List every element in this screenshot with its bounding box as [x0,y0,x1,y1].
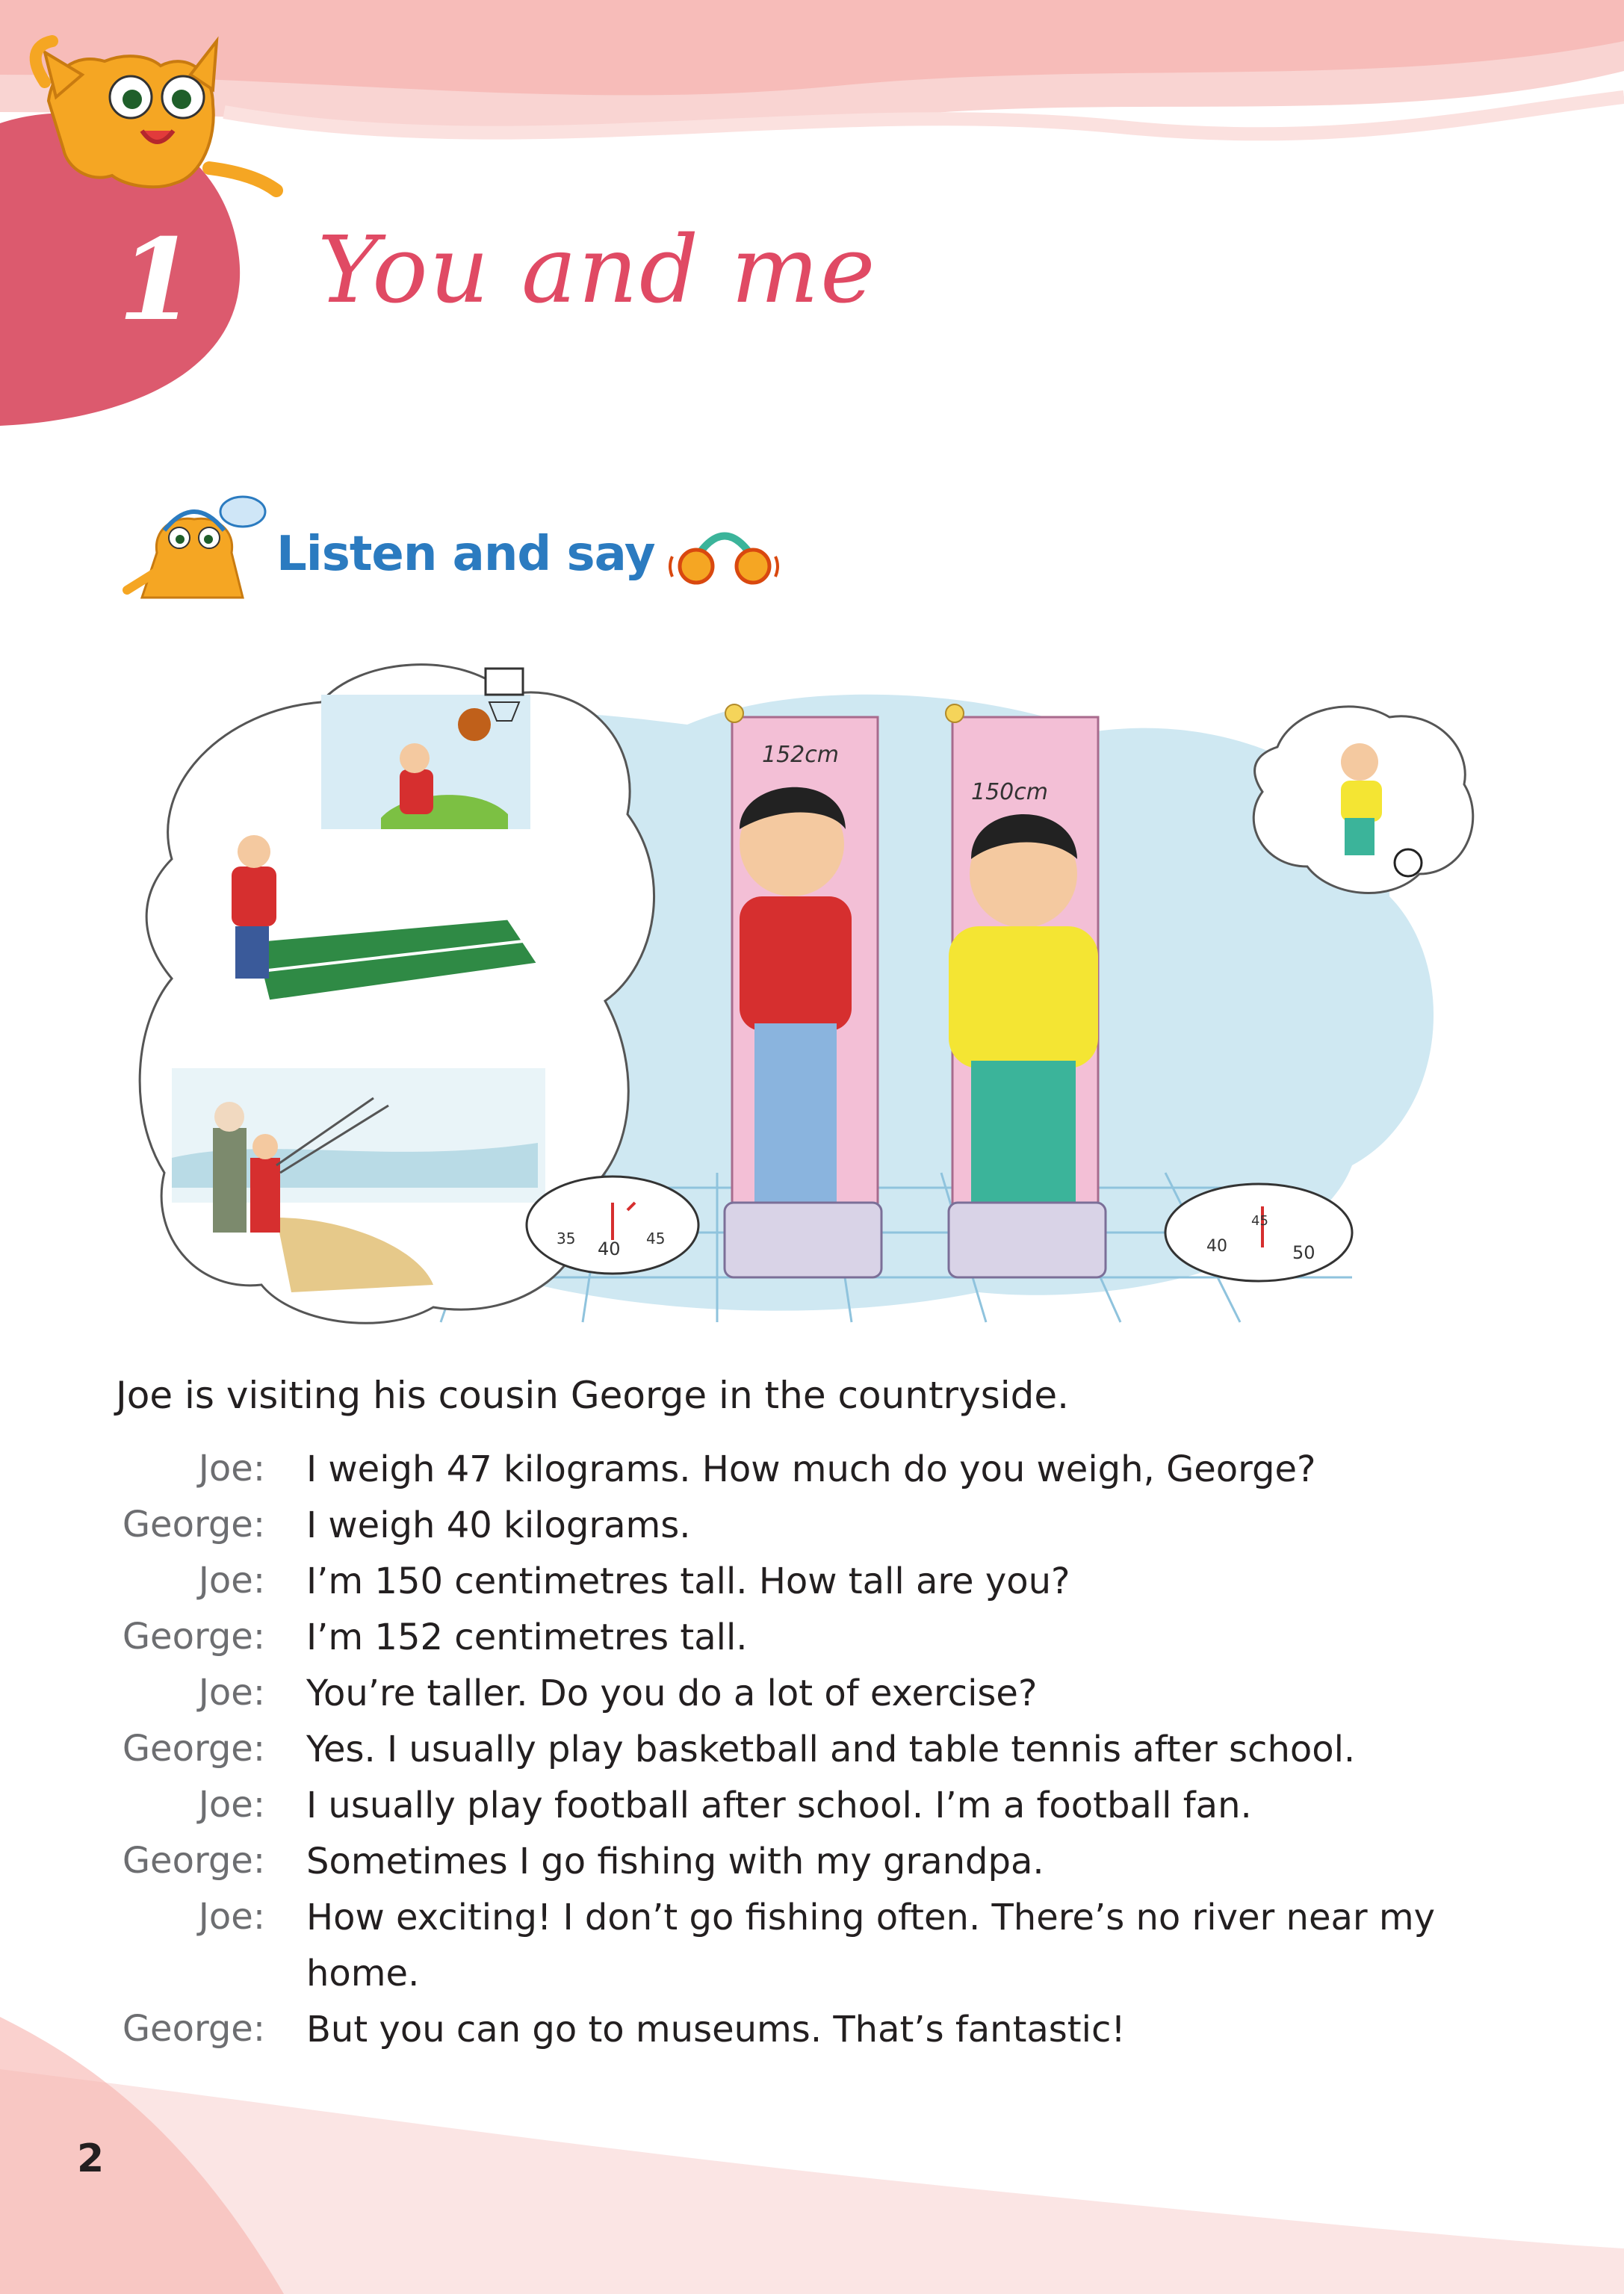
footer-wave-decoration [0,2017,1624,2294]
cat-mascot-icon [112,478,284,613]
speaker: George: [122,1728,265,1770]
george-figure [740,787,852,1210]
svg-text:45: 45 [1251,1213,1268,1229]
speaker: Joe: [198,1672,265,1714]
scale-george [725,1203,881,1277]
unit-number: 1 [117,214,196,346]
svg-text:35: 35 [557,1230,576,1247]
svg-text:50: 50 [1292,1242,1315,1263]
headphones-icon [665,508,784,590]
dialogue-line [0,1666,1624,1720]
speech: But you can go to museums. That’s fantastic! [306,2009,1126,2050]
speech: I weigh 47 kilograms. How much do you weigh, George? [306,1448,1316,1490]
svg-text:45: 45 [646,1230,666,1247]
speech: I usually play football after school. I’m a football fan. [306,1785,1252,1826]
dialogue-line [0,1834,1624,1888]
speech: Yes. I usually play basketball and table tennis after school. [306,1729,1356,1770]
dialogue-line [0,1722,1624,1776]
speech: I’m 150 centimetres tall. How tall are you? [306,1560,1070,1602]
speech: I weigh 40 kilograms. [306,1504,691,1546]
speaker: Joe: [198,1448,265,1489]
scale-joe [949,1203,1106,1277]
dialogue-line [0,1554,1624,1608]
speech: How exciting! I don’t go fishing often. There’s no river near my home. [306,1897,1436,1994]
joe-figure [949,814,1098,1210]
speaker: Joe: [198,1560,265,1602]
intro-text: Joe is visiting his cousin George in the countryside. [116,1374,1070,1417]
dialogue-line [0,1442,1624,1495]
svg-text:40: 40 [1206,1237,1227,1256]
dialogue-line [0,1778,1624,1832]
speaker: George: [122,1504,265,1546]
scale-readout-right [1165,1184,1352,1281]
speech: I’m 152 centimetres tall. [306,1616,748,1658]
story-illustration [120,650,1487,1337]
george-height-label: 152cm [762,742,839,768]
speech: You’re taller. Do you do a lot of exercise? [306,1673,1038,1714]
dialogue-line [0,1610,1624,1664]
page-number: 2 [77,2136,105,2181]
speaker: George: [122,1616,265,1658]
speech: Sometimes I go fishing with my grandpa. [306,1841,1044,1882]
speaker: Joe: [198,1784,265,1826]
joe-height-label: 150cm [971,779,1048,805]
speaker: George: [122,1840,265,1882]
scale-readout-left [527,1177,698,1274]
svg-text:40: 40 [598,1239,621,1259]
dialogue-line [0,1890,1624,2002]
section-label: Listen and say [276,527,655,582]
section-header [112,478,799,613]
unit-title: You and me [317,217,877,324]
speaker: George: [122,2008,265,2050]
dialogue-line [0,1498,1624,1551]
speaker: Joe: [198,1896,265,1938]
